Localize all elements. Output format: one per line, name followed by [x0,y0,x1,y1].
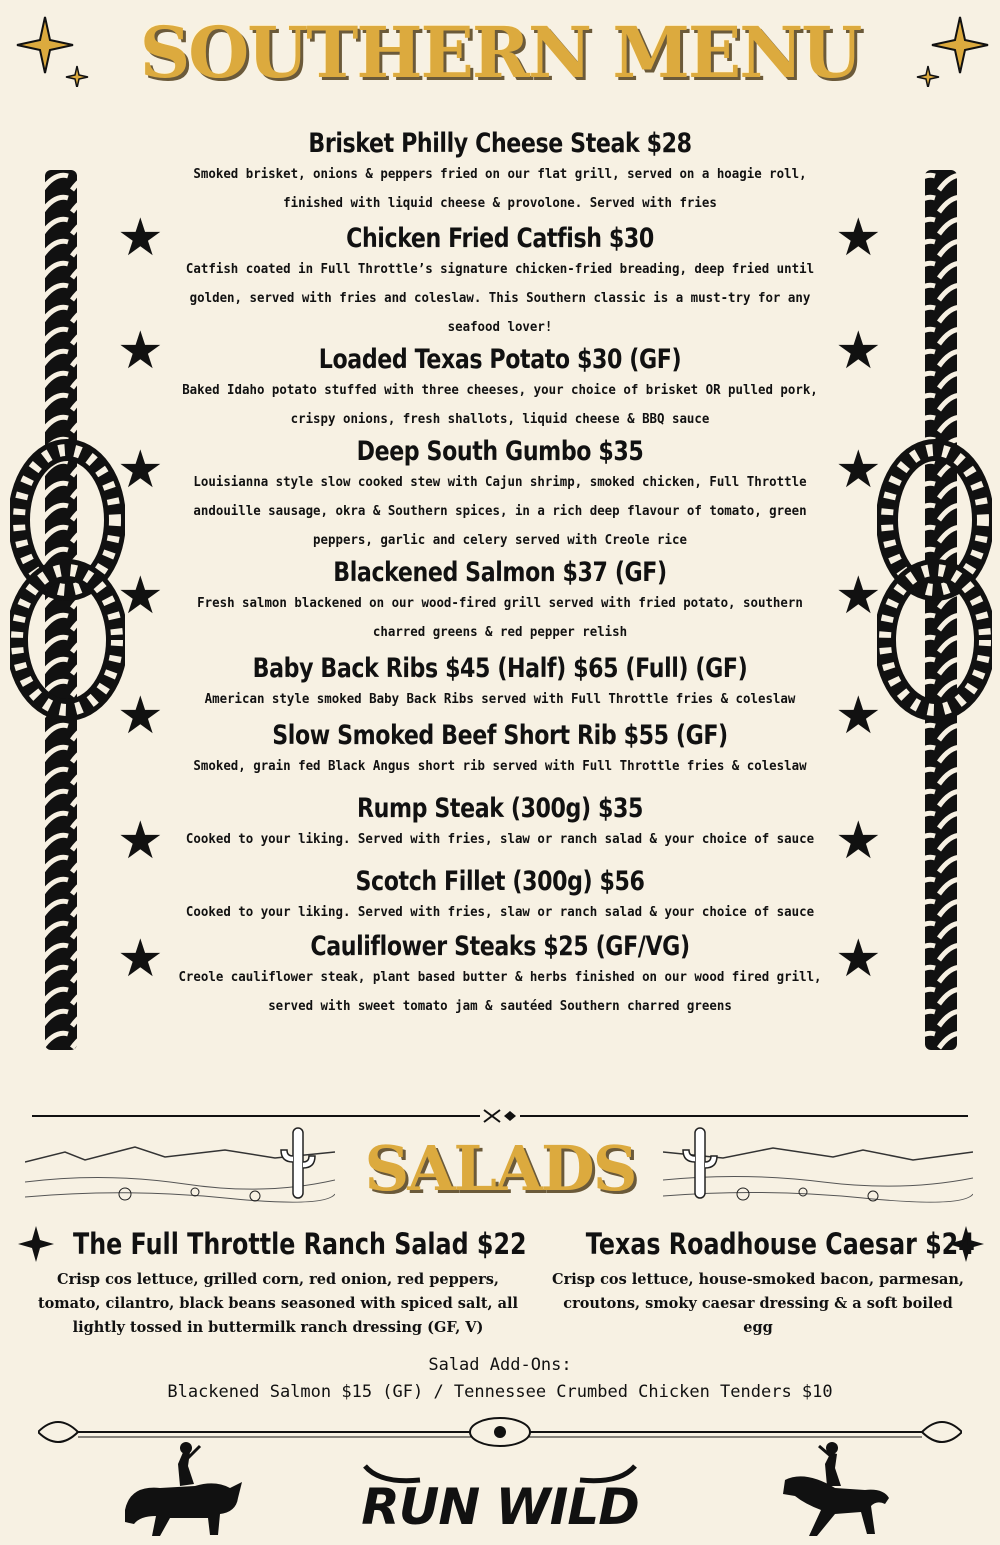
menu-item-name: Blackened Salmon $37 (GF) [333,557,667,588]
menu-item [160,793,840,854]
menu-item-description: Smoked, grain fed Black Angus short rib served with Full Throttle fries & coleslaw [193,758,807,774]
salad-name: The Full Throttle Ranch Salad $22 [73,1227,527,1261]
menu-item-name: Baby Back Ribs $45 (Half) $65 (Full) (GF) [252,653,748,684]
menu-item-name: Cauliflower Steaks $25 (GF/VG) [310,931,690,962]
menu-item [160,128,840,218]
star-icon: ★ [835,811,882,871]
menu-item [160,931,840,1021]
star-icon: ★ [835,566,882,626]
star-icon: ★ [117,440,164,500]
menu-item-description: Cooked to your liking. Served with fries, slaw or ranch salad & your choice of sauce [185,904,815,920]
star-icon: ★ [117,686,164,746]
menu-item [160,223,840,342]
salad-description: Crisp cos lettuce, house-smoked bacon, parmesan, croutons, smoky caesar dressing & a soft boiled egg [552,1271,964,1336]
menu-item-description: Louisianna style slow cooked stew with Cajun shrimp, smoked chicken, Full Throttle andouille sausage, okra & Southern spices, in a rich deep flavour of tomato, green peppers, garlic and celery served with Creole rice [193,474,807,548]
menu-item-description: Fresh salmon blackened on our wood-fired grill served with fried potato, southern charred greens & red pepper relish [197,595,803,640]
page-title: SOUTHERN MENU [139,11,861,94]
salad-name: Texas Roadhouse Caesar $24 [585,1227,975,1261]
addons-label: Salad Add-Ons: [428,1355,572,1375]
menu-item-name: Chicken Fried Catfish $30 [346,223,654,254]
menu-item-name: Rump Steak (300g) $35 [357,793,643,824]
menu-item [160,344,840,434]
menu-item [160,653,840,714]
salad-item [548,1226,975,1340]
menu-item [160,557,840,647]
star-icon: ★ [117,208,164,268]
menu-item-description: Catfish coated in Full Throttle’s signature chicken-fried breading, deep fried until golden, served with fries and coleslaw. This Southern classic is a must-try for any seafood lover! [185,261,815,335]
addons-text: Blackened Salmon $15 (GF) / Tennessee Crumbed Chicken Tenders $10 [167,1382,833,1402]
bronco-rider-icon [775,1440,895,1540]
star-icon: ★ [835,208,882,268]
brand-logo [360,1462,640,1536]
menu-item-name: Loaded Texas Potato $30 (GF) [318,344,682,375]
menu-item [160,866,840,927]
menu-item-name: Scotch Fillet (300g) $56 [355,866,645,897]
menu-item [160,720,840,781]
menu-item-description: American style smoked Baby Back Ribs served with Full Throttle fries & coleslaw [204,691,796,707]
star-icon: ★ [117,321,164,381]
logo-text: RUN WILD [361,1478,639,1536]
rope-icon-right [877,170,992,1050]
salad-item [28,1226,528,1340]
rope-icon-left [10,170,125,1050]
salad-description: Crisp cos lettuce, grilled corn, red onion, red peppers, tomato, cilantro, black beans seasoned with spiced salt, all lightly tossed in buttermilk ranch dressing (GF, V) [37,1271,519,1336]
star-icon: ★ [835,686,882,746]
star-icon: ★ [117,929,164,989]
menu-item-description: Smoked brisket, onions & peppers fried on our flat grill, served on a hoagie roll, finished with liquid cheese & provolone. Served with fries [193,166,807,211]
menu-item-description: Baked Idaho potato stuffed with three cheeses, your choice of brisket OR pulled pork, crispy onions, fresh shallots, liquid cheese & BBQ sauce [182,382,818,427]
menu-list [160,128,840,1021]
star-icon: ★ [117,566,164,626]
menu-item-description: Cooked to your liking. Served with fries, slaw or ranch salad & your choice of sauce [185,831,815,847]
menu-item [160,436,840,555]
star-icon: ★ [835,321,882,381]
star-icon: ★ [835,440,882,500]
menu-item-name: Deep South Gumbo $35 [356,436,644,467]
star-icon: ★ [835,929,882,989]
menu-item-description: Creole cauliflower steak, plant based butter & herbs finished on our wood fired grill, served with sweet tomato jam & sautéed Southern charred greens [178,969,822,1014]
star-icon: ★ [117,811,164,871]
menu-item-name: Brisket Philly Cheese Steak $28 [308,128,692,159]
salads-heading: SALADS [364,1132,636,1205]
menu-item-name: Slow Smoked Beef Short Rib $55 (GF) [272,720,728,751]
bull-rider-icon [120,1440,250,1540]
